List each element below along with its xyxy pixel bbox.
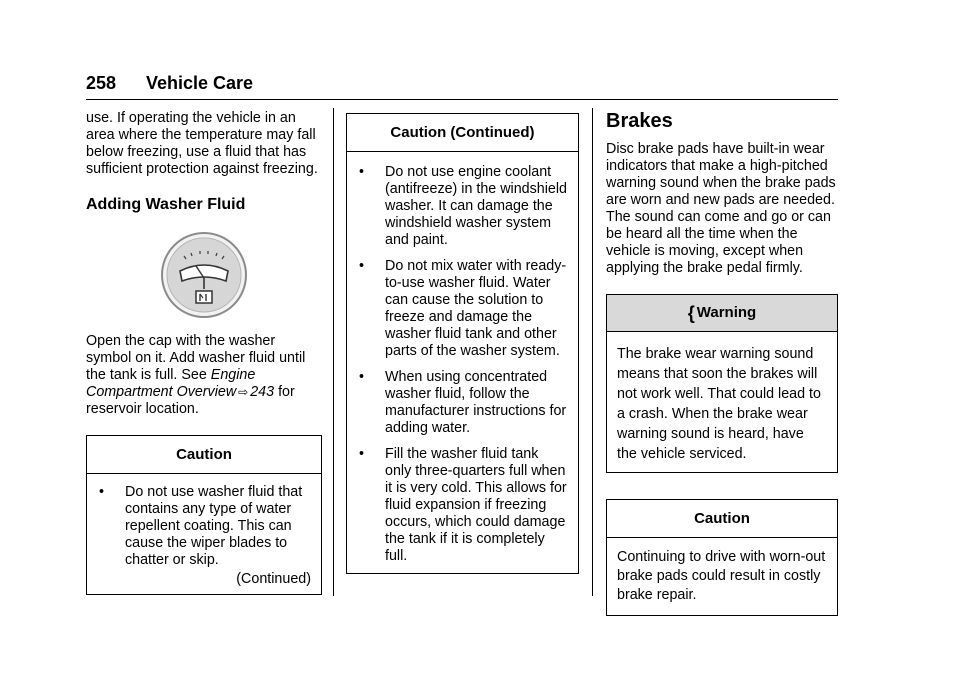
caution-continued-title: Caution (Continued) bbox=[347, 114, 578, 152]
caution-text: Continuing to drive with worn-out brake pads could result in costly brake repair. bbox=[617, 549, 826, 603]
section-title: Vehicle Care bbox=[146, 73, 254, 93]
column-right bbox=[606, 110, 838, 616]
caution-box bbox=[86, 435, 322, 595]
brakes-paragraph: Disc brake pads have built-in wear indicators that make a high-pitched warning sound when the brake pads are worn and new pads are needed. The sound can come and go or can be heard all the time when the vehicle is moving, except when applying the brake pedal firmly. bbox=[606, 141, 836, 276]
caution-box bbox=[606, 499, 838, 616]
list-item: • Do not use washer fluid that contains any type of water repellent coating. This can cause the wiper blades to chatter or skip. bbox=[99, 484, 303, 568]
continued-label: (Continued) bbox=[236, 571, 311, 587]
warning-box bbox=[606, 294, 838, 473]
column-middle bbox=[346, 113, 579, 574]
washer-instructions: Open the cap with the washer symbol on it. Add washer fluid until the tank is full. See Engine Compartment Overview ⇨ 243 for reservoir location. bbox=[86, 333, 306, 417]
bullet-icon: • bbox=[99, 484, 105, 500]
column-divider bbox=[333, 108, 334, 596]
list-item: • Fill the washer fluid tank only three-quarters full when it is very cold. This allows for fluid expansion if freezing occurs, which could damage the tank if it is completely full. bbox=[359, 446, 567, 564]
caution-title: Caution bbox=[87, 436, 321, 474]
warning-title-bar bbox=[607, 295, 837, 332]
bullet-icon: • bbox=[359, 258, 365, 274]
bullet-icon: • bbox=[359, 369, 365, 385]
bullet-icon: • bbox=[359, 446, 365, 462]
page-ref-number[interactable]: 243 bbox=[250, 384, 275, 400]
page-number: 258 bbox=[86, 73, 117, 93]
list-item: • Do not mix water with ready-to-use washer fluid. Water can cause the solution to freeze and damage the washer fluid tank and other parts of the washer system. bbox=[359, 258, 567, 359]
bullet-icon: • bbox=[359, 164, 365, 180]
warning-text: The brake wear warning sound means that soon the brakes will not work well. That could lead to a crash. When the brake wear warning sound is heard, have the vehicle serviced. bbox=[617, 346, 821, 462]
column-left bbox=[86, 110, 322, 595]
warning-title: Warning bbox=[696, 304, 757, 321]
column-divider bbox=[592, 108, 593, 596]
warning-symbol-icon: { bbox=[687, 303, 695, 323]
list-item: • Do not use engine coolant (antifreeze) in the windshield washer. It can damage the windshield washer system and paint. bbox=[359, 164, 567, 248]
engine-compartment-link[interactable]: Engine Compartment Overview bbox=[86, 367, 256, 400]
adding-washer-fluid-heading: Adding Washer Fluid bbox=[86, 196, 246, 213]
page-header bbox=[86, 71, 838, 100]
intro-paragraph: use. If operating the vehicle in an area where the temperature may fall below freezing, use a fluid that has sufficient protection against freezing. bbox=[86, 110, 318, 177]
washer-fluid-symbol-icon bbox=[86, 231, 322, 319]
list-item: • When using concentrated washer fluid, follow the manufacturer instructions for adding water. bbox=[359, 369, 567, 436]
caution-title: Caution bbox=[607, 500, 837, 538]
caution-continued-box bbox=[346, 113, 579, 574]
brakes-heading: Brakes bbox=[606, 110, 673, 132]
page-ref-arrow-icon: ⇨ bbox=[238, 385, 249, 399]
